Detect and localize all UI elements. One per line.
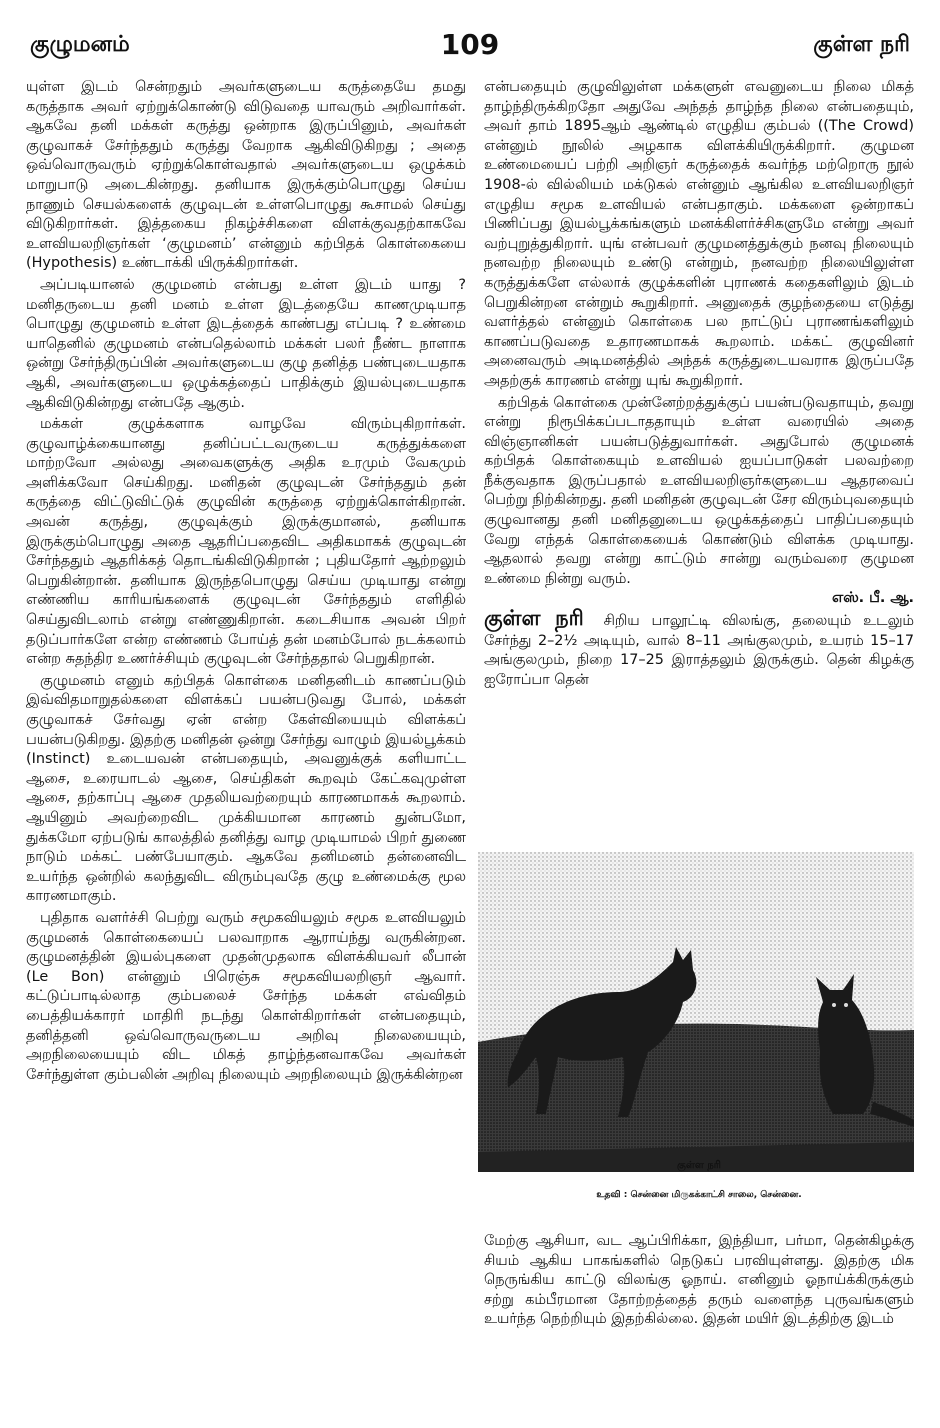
paragraph: மக்கள் குழுக்களாக வாழவே விரும்புகிறார்கள். குழுவாழ்க்கையானது தனிப்பட்டவருடைய கருத்துக்களை மாற்றவோ அல்லது அவைகளுக்கு அதிக உரமும் வேகமும் அளிக்கவோ செய்கிறது. மனிதன் குழுவுடன் சேர்ந்ததும் தன் கருத்தை விட்டுவிட்டுக் குழுவின் கருத்தை ஏற்றுக்கொள்கிறான். அவன் கருத்து, குழுவுக்கும் இருக்குமானல், தனியாக இருக்கும்பொழுது அதை ஆதரிப்பதைவிட அதிகமாகக் குழுவுடன் சேர்ந்ததும் ஆதரிக்கத் தொடங்கிவிடுகிறான் ; புதியதோர் ஆற்றலும் பெறுகின்றான். தனியாக இருந்தபொழுது செய்ய முடியாது என்று எண்ணிய காரியங்களைக் குழுவுடன் சேர்ந்ததும் எளிதில் செய்துவிடலாம் என்று எண்ணுகிறான். கடைசியாக அவன் பிறர் தடுப்பார்களே என்ற எண்ணம் போய்த் தன் மனம்போல் நடக்கலாம் என்ற சுதந்திர உணர்ச்சியும் குழுவுடன் சேர்ந்ததால் பெறுகிறான். <box>26 416 466 668</box>
left-column <box>26 78 466 1418</box>
figure-caption: குள்ள நரி <box>677 1160 721 1171</box>
running-head <box>30 28 910 62</box>
paragraph: புதிதாக வளர்ச்சி பெற்று வரும் சமூகவியலும் சமூக உளவியலும் குழுமனக் கொள்கையைப் பலவாறாக ஆராய்ந்து வருகின்றன. குழுமனத்தின் இயல்புகளை முதன்முதலாக விளக்கியவர் லீபான் (Le Bon) என்னும் பிரெஞ்சு சமூகவியலறிஞர் ஆவார். கட்டுப்பாடில்லாத கும்பலைச் சேர்ந்த மக்கள் எவ்விதம் பைத்தியக்காரர் மாதிரி நடந்து கொள்கிறார்கள் என்பதையும், தனித்தனி ஒவ்வொருவருடைய அறிவு நிலையையும், அறநிலையையும் விட மிகத் தாழ்ந்தனவாகவே அவர்கள் சேர்ந்துள்ள கும்பலின் அறிவு நிலையும் அறநிலையும் இருக்கின்றன <box>26 909 466 1083</box>
entry-heading: குள்ள நரி <box>484 606 584 631</box>
right-column <box>484 78 914 833</box>
right-column-continuation <box>484 1232 914 1422</box>
paragraph: குழுமனம் எனும் கற்பிதக் கொள்கை மனிதனிடம் காணப்படும் இவ்விதமாறுதல்களை விளக்கப் பயன்படுவது போல், மக்கள் குழுவாகச் சேர்வது ஏன் என்ற கேள்வியையும் விளக்கப் பயன்படுகிறது. இதற்கு மனிதன் ஒன்று சேர்ந்து வாழும் இயல்பூக்கம் (Instinct) உடையவன் என்பதையும், அவனுக்குக் களியாட்ட ஆசை, உரையாடல் ஆசை, செய்திகள் கூறவும் கேட்கவுமுள்ள ஆசை, தற்காப்பு ஆசை முதலியவற்றையும் காரணமாகக் கூறலாம். ஆயினும் அவற்றைவிட முக்கியமான காரணம் துன்பமோ, துக்கமோ ஏற்படுங் காலத்தில் தனித்து வாழ முடியாமல் பிறர் துணை நாடும் மக்கட் பண்பேயாகும். ஆகவே தனிமனம் தன்னைவிட உயர்ந்த ஒன்றில் கலந்துவிட விரும்புவதே குழு உண்மைக்கு மூல காரணமாகும். <box>26 672 466 905</box>
page-number: 109 <box>440 28 500 61</box>
paragraph: கற்பிதக் கொள்கை முன்னேற்றத்துக்குப் பயன்படுவதாயும், தவறு என்று நிரூபிக்கப்படாததாயும் உள்ள வரையில் அதை விஞ்ஞானிகள் பயன்படுத்துவார்கள். அதுபோல் குழுமனக் கற்பிதக் கொள்கையும் உளவியல் ஐயப்பாடுகள் பலவற்றை நீக்குவதாக இருப்பதால் உளவியலறிஞர்களுடைய ஆதரவைப் பெற்று நிற்கின்றது. தனி மனிதன் குழுவுடன் சேர விரும்புவதையும் குழுவானது தனி மனிதனுடைய ஒழுக்கத்தைப் பாதிப்பதையும் வேறு எந்தக் கொள்கையைக் கொண்டும் விளக்க முடியாது. ஆதலால் தவறு என்று காட்டும் சான்று வரும்வரை குழுமன உண்மை நின்று வரும். <box>484 394 914 587</box>
entry-paragraph <box>484 606 914 690</box>
jackal-photo <box>478 852 914 1172</box>
author-initials: எஸ். பீ. ஆ. <box>831 590 914 607</box>
paragraph: மேற்கு ஆசியா, வட ஆப்பிரிக்கா, இந்தியா, பர்மா, தென்கிழக்கு சியம் ஆகிய பாகங்களில் நெடுகப் பரவியுள்ளது. இதற்கு மிக நெருங்கிய காட்டு விலங்கு ஓநாய். எனினும் ஓநாய்க்கிருக்கும் சற்று கம்பீரமான தோற்றத்தைத் தரும் வளைந்த புருவங்களும் உயர்ந்த நெற்றியும் இதற்கில்லை. இதன் மயிர் இடத்திற்கு இடம் <box>484 1233 914 1328</box>
figure-credit: உதவி : சென்னை மிருகக்காட்சி சாலை, சென்னை. <box>596 1190 802 1200</box>
paragraph: யுள்ள இடம் சென்றதும் அவர்களுடைய கருத்தையே தமது கருத்தாக அவர் ஏற்றுக்கொண்டு விடுவதை யாவரும் அறிவார்கள். ஆகவே தனி மக்கள் கருத்து ஒன்றாக இருப்பினும், அவர்கள் குழுவாகச் சேர்ந்ததும் கருத்து வேறாக ஆகிவிடுகிறது ; அதை ஒவ்வொருவரும் ஏற்றுக்கொள்வதால் அவர்களுடைய ஒழுக்கம் மாறுபாடு அடைகின்றது. தனியாக இருக்கும்பொழுது செய்ய நாணும் செயல்களைக் குழுவுடன் உள்ளபொழுது கூசாமல் செய்து விடுகிறார்கள். இத்தகைய நிகழ்ச்சிகளை விளக்குவதற்காகவே உளவியலறிஞர்கள் ‘குழுமனம்’ என்னும் கற்பிதக் கொள்கையை (Hypothesis) உண்டாக்கி யிருக்கிறார்கள். <box>26 79 466 272</box>
running-head-left: குழுமனம் <box>30 32 130 57</box>
paragraph: அப்படியானல் குழுமனம் என்பது உள்ள இடம் யாது ? மனிதருடைய தனி மனம் உள்ள இடத்தையே காணமுடியாத பொழுது குழுமனம் உள்ள இடத்தைக் காண்பது எப்படி ? உண்மை யாதெனில் குழுமனம் என்பதெல்லாம் மக்கள் பலர் நீண்ட நாளாக ஒன்று சேர்ந்திருப்பின் அவர்களுடைய குழு தனித்த பண்புடையதாக ஆகி, அவர்களுடைய ஒழுக்கத்தைப் பாதிக்கும் இயல்புடையதாக ஆகிவிடுகின்றது என்பதே ஆகும். <box>26 276 466 411</box>
jackal-photo-image <box>478 852 914 1172</box>
entry-text: சிறிய பாலூட்டி விலங்கு, தலையும் உடலும் சேர்ந்து 2–2½ அடியும், வால் 8–11 அங்குலமும், உயரம் 15–17 அங்குலமும், நிறை 17–25 இராத்தலும் இருக்கும். தென் கிழக்கு ஐரோப்பா தென் <box>484 613 914 688</box>
running-head-right: குள்ள நரி <box>813 32 910 57</box>
paragraph: என்பதையும் குழுவிலுள்ள மக்களுள் எவனுடைய நிலை மிகத் தாழ்ந்திருக்கிறதோ அதுவே அந்தத் தாழ்ந்த நிலை என்பதையும், அவர் தாம் 1895ஆம் ஆண்டில் எழுதிய கும்பல் ((The Crowd) என்னும் நூலில் அழகாக விளக்கியிருக்கிறார். குழுமன உண்மையைப் பற்றி அறிஞர் கருத்தைக் கவர்ந்த மற்றொரு நூல் 1908-ல் வில்லியம் மக்டுகல் என்னும் ஆங்கில உளவியலறிஞர் எழுதிய சமூக உளவியல் என்பதாகும். மக்களை ஒன்றாகப் பிணிப்பது இயல்பூக்கங்களும் மனக்கிளர்ச்சிகளுமே என்று அவர் வற்புறுத்துகிறார். யுங் என்பவர் குழுமனத்துக்கும் நனவு நிலையும் நனவற்ற நிலையும் உண்டு என்றும், நனவற்ற நிலையிலுள்ள கருத்துக்களே எல்லாக் குழுக்களின் புராணக் கதைகளிலும் இடம் பெறுகின்றன என்றும் கூறுகிறார். அனுதைக் குழந்தையை எடுத்து வளர்த்தல் என்னும் கொள்கை பல நாட்டுப் புராணங்களிலும் காணப்படுவதை உதாரணமாகக் கூறலாம். மக்கட் குழுவினர் அனைவரும் அடிமனத்தில் அந்தக் கருத்துடையவராக இருப்பதே அதற்குக் காரணம் என்று யுங் கூறுகிறார். <box>484 79 914 389</box>
